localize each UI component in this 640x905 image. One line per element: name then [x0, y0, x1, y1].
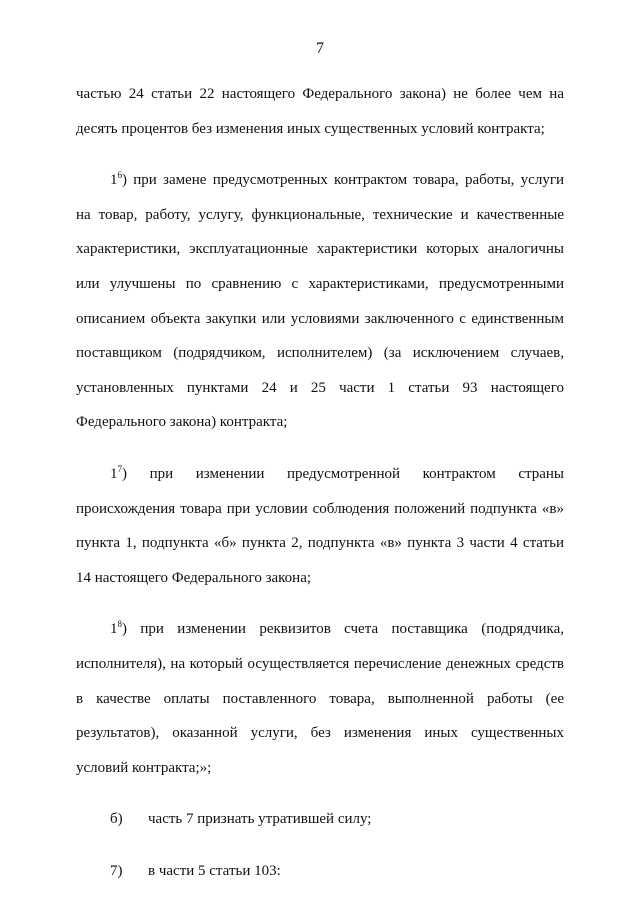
text-line: 14 настоящего Федерального закона;: [76, 569, 312, 586]
text-line: происхождения товара при условии соблюдения положений подпункта «в»: [76, 500, 564, 517]
text-line: поставщиком (подрядчиком, исполнителем) (за исключением случаев,: [76, 345, 564, 362]
text-line: установленных пунктами 24 и 25 части 1 статьи 93 настоящего: [76, 379, 564, 396]
text-line: на товар, работу, услугу, функциональные, технические и качественные: [76, 206, 564, 223]
list-marker: б): [110, 811, 123, 828]
clause-superscript: 6: [117, 170, 122, 181]
clause-number: 1: [110, 172, 118, 189]
document-body: [76, 77, 564, 888]
list-item-text: часть 7 признать утратившей силу;: [148, 811, 372, 828]
text-line: десять процентов без изменения иных существенных условий контракта;: [76, 120, 545, 137]
paragraph-continuation: [76, 77, 564, 146]
text-line: характеристики, эксплуатационные характеристики которых аналогичны: [76, 241, 564, 258]
text-line: в качестве оплаты поставленного товара, выполненной работы (ее: [76, 690, 564, 707]
paragraph-1-7: [76, 457, 564, 595]
text-line: описанием объекта закупки или условиями заключенного с единственным: [76, 310, 564, 327]
clause-number: 1: [110, 621, 118, 638]
list-item-text: в части 5 статьи 103:: [148, 862, 281, 879]
clause-superscript: 8: [117, 619, 122, 630]
clause-lead: ) при изменении предусмотренной контрактом страны: [122, 465, 564, 482]
text-line: или улучшены по сравнению с характеристиками, предусмотренными: [76, 275, 564, 292]
list-item-7: [76, 854, 564, 889]
list-marker: 7): [110, 862, 123, 879]
text-line: результатов), оказанной услуги, без изменения иных существенных: [76, 725, 564, 742]
page-number: 7: [316, 40, 324, 57]
paragraph-1-6: [76, 163, 564, 440]
text-line: пункта 1, подпункта «б» пункта 2, подпункта «в» пункта 3 части 4 статьи: [76, 535, 564, 552]
list-item-b: [76, 802, 564, 837]
clause-superscript: 7: [117, 463, 122, 474]
text-line: условий контракта;»;: [76, 759, 212, 776]
clause-lead: ) при изменении реквизитов счета поставщика (подрядчика,: [122, 621, 564, 638]
clause-lead: ) при замене предусмотренных контрактом товара, работы, услуги: [122, 172, 564, 189]
clause-number: 1: [110, 465, 118, 482]
text-line: Федерального закона) контракта;: [76, 414, 288, 431]
paragraph-1-8: [76, 612, 564, 785]
text-line: частью 24 статьи 22 настоящего Федерального закона) не более чем на: [76, 86, 564, 102]
text-line: исполнителя), на который осуществляется перечисление денежных средств: [76, 655, 564, 672]
